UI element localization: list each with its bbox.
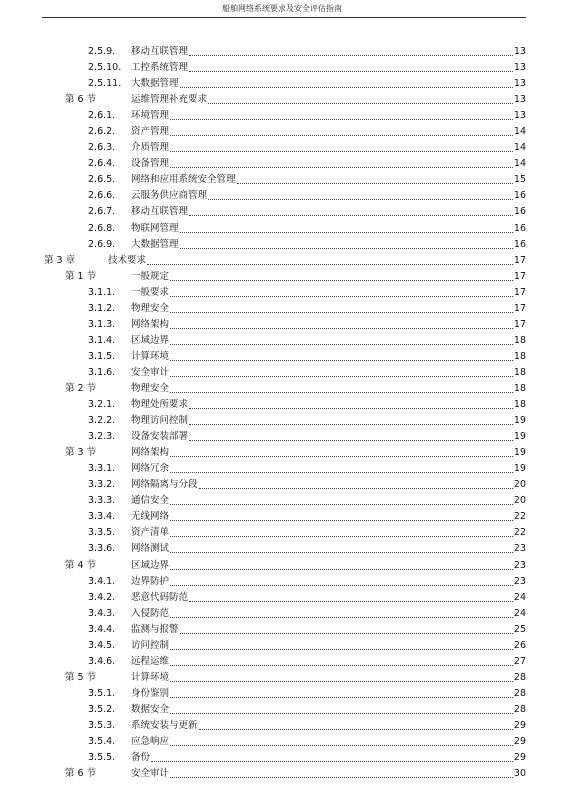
- toc-entry-title: 资产管理: [131, 126, 170, 138]
- toc-entry-page: 18: [513, 382, 526, 394]
- toc-entry-title: 一般要求: [131, 286, 170, 298]
- toc-leader-dots: [147, 264, 513, 265]
- toc-entry-title: 工控系统管理: [131, 62, 189, 74]
- toc-entry[interactable]: [0, 140, 564, 156]
- toc-entry-page: 16: [513, 190, 526, 202]
- toc-entry[interactable]: [0, 285, 564, 301]
- toc-entry-page: 17: [513, 318, 526, 330]
- toc-entry-title: 资产清单: [131, 527, 170, 539]
- toc-entry-title: 区域边界: [131, 559, 170, 571]
- toc-entry[interactable]: [0, 766, 564, 782]
- toc-entry-page: 20: [513, 495, 526, 507]
- toc-entry[interactable]: [0, 461, 564, 477]
- toc-entry-title: 应急响应: [131, 736, 170, 748]
- toc-leader-dots: [199, 729, 513, 730]
- toc-entry-title: 设备安装部署: [131, 431, 189, 443]
- toc-entry-title: 一般规定: [131, 270, 170, 282]
- toc-entry[interactable]: [0, 365, 564, 381]
- toc-entry[interactable]: [0, 590, 564, 606]
- toc-entry[interactable]: [0, 317, 564, 333]
- toc-entry-number: 3.4.5.: [88, 639, 116, 651]
- header-rule: [42, 17, 526, 18]
- toc-entry-number: 3.1.2.: [88, 302, 116, 314]
- toc-leader-dots: [170, 777, 513, 778]
- toc-entry-number: 2.6.6.: [88, 190, 116, 202]
- toc-entry-title: 身份鉴别: [131, 687, 170, 699]
- toc-entry[interactable]: [0, 188, 564, 204]
- toc-leader-dots: [170, 697, 513, 698]
- toc-entry-number: 2.6.7.: [88, 206, 116, 218]
- toc-entry-page: 16: [513, 238, 526, 250]
- toc-entry-page: 18: [513, 350, 526, 362]
- toc-entry-page: 30: [513, 768, 526, 780]
- toc-entry[interactable]: [0, 172, 564, 188]
- toc-entry[interactable]: [0, 718, 564, 734]
- toc-entry-page: 19: [513, 431, 526, 443]
- toc-entry-title: 无线网络: [131, 511, 170, 523]
- toc-entry-number: 3.1.6.: [88, 366, 116, 378]
- toc-entry-title: 备份: [131, 752, 151, 764]
- page-header: 船舶网络系统要求及安全评估指南: [222, 4, 342, 13]
- toc-entry[interactable]: [0, 108, 564, 124]
- toc-leader-dots: [170, 296, 513, 297]
- toc-entry-title: 物理处所要求: [131, 399, 189, 411]
- toc-entry[interactable]: [0, 606, 564, 622]
- toc-entry-number: 第 5 节: [65, 671, 97, 683]
- toc-entry-title: 访问控制: [131, 639, 170, 651]
- toc-entry-title: 网络和应用系统安全管理: [131, 174, 236, 186]
- toc-entry-page: 13: [513, 46, 526, 57]
- toc-entry-page: 19: [513, 447, 526, 459]
- toc-leader-dots: [170, 681, 513, 682]
- toc-leader-dots: [170, 665, 513, 666]
- toc-entry[interactable]: [0, 702, 564, 718]
- toc-entry[interactable]: [0, 574, 564, 590]
- toc-entry-page: 27: [513, 655, 526, 667]
- toc-entry-page: 17: [513, 286, 526, 298]
- toc-leader-dots: [170, 280, 513, 281]
- toc-leader-dots: [170, 504, 513, 505]
- toc-leader-dots: [170, 649, 513, 650]
- toc-entry-title: 技术要求: [108, 254, 147, 266]
- toc-entry-title: 移动互联管理: [131, 46, 189, 57]
- toc-entry-page: 17: [513, 302, 526, 314]
- toc-entry-page: 15: [513, 174, 526, 186]
- toc-leader-dots: [180, 248, 513, 249]
- toc-entry-page: 25: [513, 623, 526, 635]
- toc-entry-title: 边界防护: [131, 575, 170, 587]
- toc-leader-dots: [237, 183, 513, 184]
- toc-entry-title: 环境管理: [131, 110, 170, 122]
- toc-entry-number: 3.4.4.: [88, 623, 116, 635]
- toc-entry-title: 网络隔离与分段: [131, 479, 198, 491]
- toc-entry-page: 13: [513, 78, 526, 90]
- toc-leader-dots: [180, 232, 513, 233]
- toc-leader-dots: [170, 328, 513, 329]
- toc-entry-title: 大数据管理: [131, 238, 179, 250]
- toc-entry[interactable]: [0, 76, 564, 92]
- toc-entry-number: 2.5.9.: [88, 46, 116, 57]
- toc-leader-dots: [170, 520, 513, 521]
- toc-entry-number: 2.6.4.: [88, 158, 116, 170]
- toc-entry-title: 入侵防范: [131, 607, 170, 619]
- toc-entry-number: 3.1.5.: [88, 350, 116, 362]
- toc-entry-number: 3.4.1.: [88, 575, 116, 587]
- toc-entry-page: 23: [513, 543, 526, 555]
- toc-leader-dots: [170, 151, 513, 152]
- toc-entry-title: 移动互联管理: [131, 206, 189, 218]
- toc-entry-number: 3.5.2.: [88, 703, 116, 715]
- toc-entry[interactable]: [0, 333, 564, 349]
- toc-entry-title: 物理访问控制: [131, 415, 189, 427]
- toc-leader-dots: [151, 761, 513, 762]
- toc-entry[interactable]: [0, 221, 564, 237]
- toc-entry-number: 第 4 节: [65, 559, 97, 571]
- toc-entry-number: 3.3.4.: [88, 511, 116, 523]
- toc-entry-number: 2.6.3.: [88, 142, 116, 154]
- toc-entry-page: 13: [513, 110, 526, 122]
- toc-entry-title: 安全审计: [131, 366, 170, 378]
- toc-entry[interactable]: [0, 638, 564, 654]
- toc-entry-page: 14: [513, 158, 526, 170]
- toc-entry[interactable]: [0, 525, 564, 541]
- toc-entry-number: 第 2 节: [65, 382, 97, 394]
- toc-leader-dots: [189, 55, 513, 56]
- toc-leader-dots: [170, 360, 513, 361]
- toc-entry-title: 计算环境: [131, 671, 170, 683]
- toc-entry[interactable]: [0, 92, 564, 108]
- toc-entry-number: 3.5.3.: [88, 719, 116, 731]
- toc-entry-page: 24: [513, 591, 526, 603]
- toc-leader-dots: [170, 536, 513, 537]
- toc-entry-title: 计算环境: [131, 350, 170, 362]
- toc-entry[interactable]: [0, 622, 564, 638]
- toc-entry-title: 监测与报警: [131, 623, 179, 635]
- toc-leader-dots: [170, 713, 513, 714]
- toc-entry[interactable]: [0, 558, 564, 574]
- toc-entry-number: 3.1.4.: [88, 334, 116, 346]
- toc-entry[interactable]: [0, 237, 564, 253]
- toc-leader-dots: [170, 344, 513, 345]
- toc-entry[interactable]: [0, 349, 564, 365]
- toc-entry-page: 14: [513, 126, 526, 138]
- toc-entry[interactable]: [0, 670, 564, 686]
- toc-entry[interactable]: [0, 124, 564, 140]
- toc-entry-number: 3.5.1.: [88, 687, 116, 699]
- toc-entry-number: 第 1 节: [65, 270, 97, 282]
- toc-entry[interactable]: [0, 60, 564, 76]
- toc-entry-page: 13: [513, 94, 526, 106]
- toc-entry-page: 22: [513, 527, 526, 539]
- toc-leader-dots: [189, 215, 513, 216]
- toc-entry-number: 2.6.1.: [88, 110, 116, 122]
- toc-leader-dots: [189, 601, 513, 602]
- toc-leader-dots: [170, 552, 513, 553]
- toc-leader-dots: [170, 569, 513, 570]
- toc-leader-dots: [170, 167, 513, 168]
- toc-entry[interactable]: [0, 44, 564, 60]
- toc-leader-dots: [170, 135, 513, 136]
- toc-entry[interactable]: [0, 477, 564, 493]
- toc-entry-page: 29: [513, 736, 526, 748]
- toc-entry-number: 2.5.11.: [88, 78, 122, 90]
- toc-entry-page: 17: [513, 270, 526, 282]
- toc-entry-title: 运维管理补充要求: [131, 94, 208, 106]
- toc-entry[interactable]: [0, 156, 564, 172]
- toc-entry[interactable]: [0, 493, 564, 509]
- toc-entry[interactable]: [0, 734, 564, 750]
- toc-entry[interactable]: [0, 654, 564, 670]
- toc-entry[interactable]: [0, 413, 564, 429]
- toc-entry-title: 网络架构: [131, 318, 170, 330]
- toc-entry-number: 3.5.5.: [88, 752, 116, 764]
- toc-leader-dots: [170, 376, 513, 377]
- table-of-contents: [0, 44, 564, 782]
- toc-entry-title: 远程运维: [131, 655, 170, 667]
- toc-entry[interactable]: [0, 397, 564, 413]
- toc-entry[interactable]: [0, 541, 564, 557]
- toc-entry-number: 3.1.1.: [88, 286, 116, 298]
- toc-entry-number: 3.3.5.: [88, 527, 116, 539]
- toc-entry-title: 系统安装与更新: [131, 719, 198, 731]
- toc-entry-page: 26: [513, 639, 526, 651]
- toc-entry-title: 恶意代码防范: [131, 591, 189, 603]
- toc-entry-page: 28: [513, 687, 526, 699]
- toc-entry-page: 14: [513, 142, 526, 154]
- toc-entry-number: 3.4.6.: [88, 655, 116, 667]
- toc-entry-number: 2.6.5.: [88, 174, 116, 186]
- toc-leader-dots: [189, 408, 513, 409]
- toc-entry-number: 3.1.3.: [88, 318, 116, 330]
- toc-entry-number: 2.6.9.: [88, 238, 116, 250]
- toc-leader-dots: [170, 456, 513, 457]
- toc-entry-number: 2.5.10.: [88, 62, 122, 74]
- toc-entry-number: 3.5.4.: [88, 736, 116, 748]
- toc-entry-page: 23: [513, 559, 526, 571]
- toc-leader-dots: [170, 472, 513, 473]
- toc-entry-title: 网络测试: [131, 543, 170, 555]
- toc-entry[interactable]: [0, 429, 564, 445]
- toc-entry-title: 数据安全: [131, 703, 170, 715]
- toc-leader-dots: [170, 745, 513, 746]
- toc-entry-page: 19: [513, 415, 526, 427]
- toc-entry-title: 设备管理: [131, 158, 170, 170]
- toc-leader-dots: [180, 87, 513, 88]
- toc-entry-title: 大数据管理: [131, 78, 179, 90]
- toc-entry-number: 3.3.2.: [88, 479, 116, 491]
- toc-entry-number: 第 3 章: [44, 254, 76, 266]
- toc-entry-page: 29: [513, 719, 526, 731]
- toc-entry-number: 3.4.2.: [88, 591, 116, 603]
- toc-entry-page: 24: [513, 607, 526, 619]
- toc-entry-number: 3.4.3.: [88, 607, 116, 619]
- toc-entry-page: 23: [513, 575, 526, 587]
- toc-entry-number: 3.2.2.: [88, 415, 116, 427]
- toc-entry[interactable]: [0, 253, 564, 269]
- toc-entry-page: 20: [513, 479, 526, 491]
- toc-entry[interactable]: [0, 686, 564, 702]
- toc-entry[interactable]: [0, 509, 564, 525]
- toc-entry-page: 16: [513, 206, 526, 218]
- toc-leader-dots: [170, 312, 513, 313]
- toc-entry-title: 通信安全: [131, 495, 170, 507]
- toc-entry-number: 3.3.1.: [88, 463, 116, 475]
- toc-entry[interactable]: [0, 269, 564, 285]
- toc-leader-dots: [180, 633, 513, 634]
- toc-entry-page: 13: [513, 62, 526, 74]
- toc-entry-title: 区域边界: [131, 334, 170, 346]
- toc-entry-number: 3.3.6.: [88, 543, 116, 555]
- toc-entry-number: 2.6.2.: [88, 126, 116, 138]
- toc-leader-dots: [170, 392, 513, 393]
- toc-entry-number: 2.6.8.: [88, 222, 116, 234]
- toc-entry-title: 介质管理: [131, 142, 170, 154]
- toc-entry-number: 第 6 节: [65, 94, 97, 106]
- toc-entry-number: 3.2.3.: [88, 431, 116, 443]
- toc-entry-page: 28: [513, 703, 526, 715]
- toc-entry-page: 22: [513, 511, 526, 523]
- toc-entry-title: 网络冗余: [131, 463, 170, 475]
- toc-entry-number: 3.3.3.: [88, 495, 116, 507]
- toc-entry-page: 18: [513, 366, 526, 378]
- toc-entry-number: 第 6 节: [65, 768, 97, 780]
- toc-entry-page: 28: [513, 671, 526, 683]
- toc-entry-page: 18: [513, 334, 526, 346]
- toc-entry-number: 3.2.1.: [88, 399, 116, 411]
- toc-leader-dots: [199, 488, 513, 489]
- toc-entry-title: 云服务供应商管理: [131, 190, 208, 202]
- toc-leader-dots: [189, 440, 513, 441]
- toc-leader-dots: [208, 199, 513, 200]
- toc-entry[interactable]: [0, 445, 564, 461]
- toc-entry-title: 物理安全: [131, 382, 170, 394]
- toc-entry-title: 网络架构: [131, 447, 170, 459]
- toc-entry-number: 第 3 节: [65, 447, 97, 459]
- toc-entry-page: 18: [513, 399, 526, 411]
- toc-entry-title: 物理安全: [131, 302, 170, 314]
- toc-leader-dots: [189, 424, 513, 425]
- toc-entry-page: 29: [513, 752, 526, 764]
- toc-entry-page: 19: [513, 463, 526, 475]
- toc-entry[interactable]: [0, 381, 564, 397]
- toc-entry-page: 16: [513, 222, 526, 234]
- toc-entry-title: 物联网管理: [131, 222, 179, 234]
- toc-entry[interactable]: [0, 750, 564, 766]
- toc-leader-dots: [170, 119, 513, 120]
- toc-leader-dots: [189, 71, 513, 72]
- toc-leader-dots: [170, 585, 513, 586]
- toc-entry[interactable]: [0, 301, 564, 317]
- toc-entry-title: 安全审计: [131, 768, 170, 780]
- toc-entry[interactable]: [0, 204, 564, 220]
- toc-leader-dots: [170, 617, 513, 618]
- toc-entry-page: 17: [513, 254, 526, 266]
- toc-leader-dots: [208, 103, 513, 104]
